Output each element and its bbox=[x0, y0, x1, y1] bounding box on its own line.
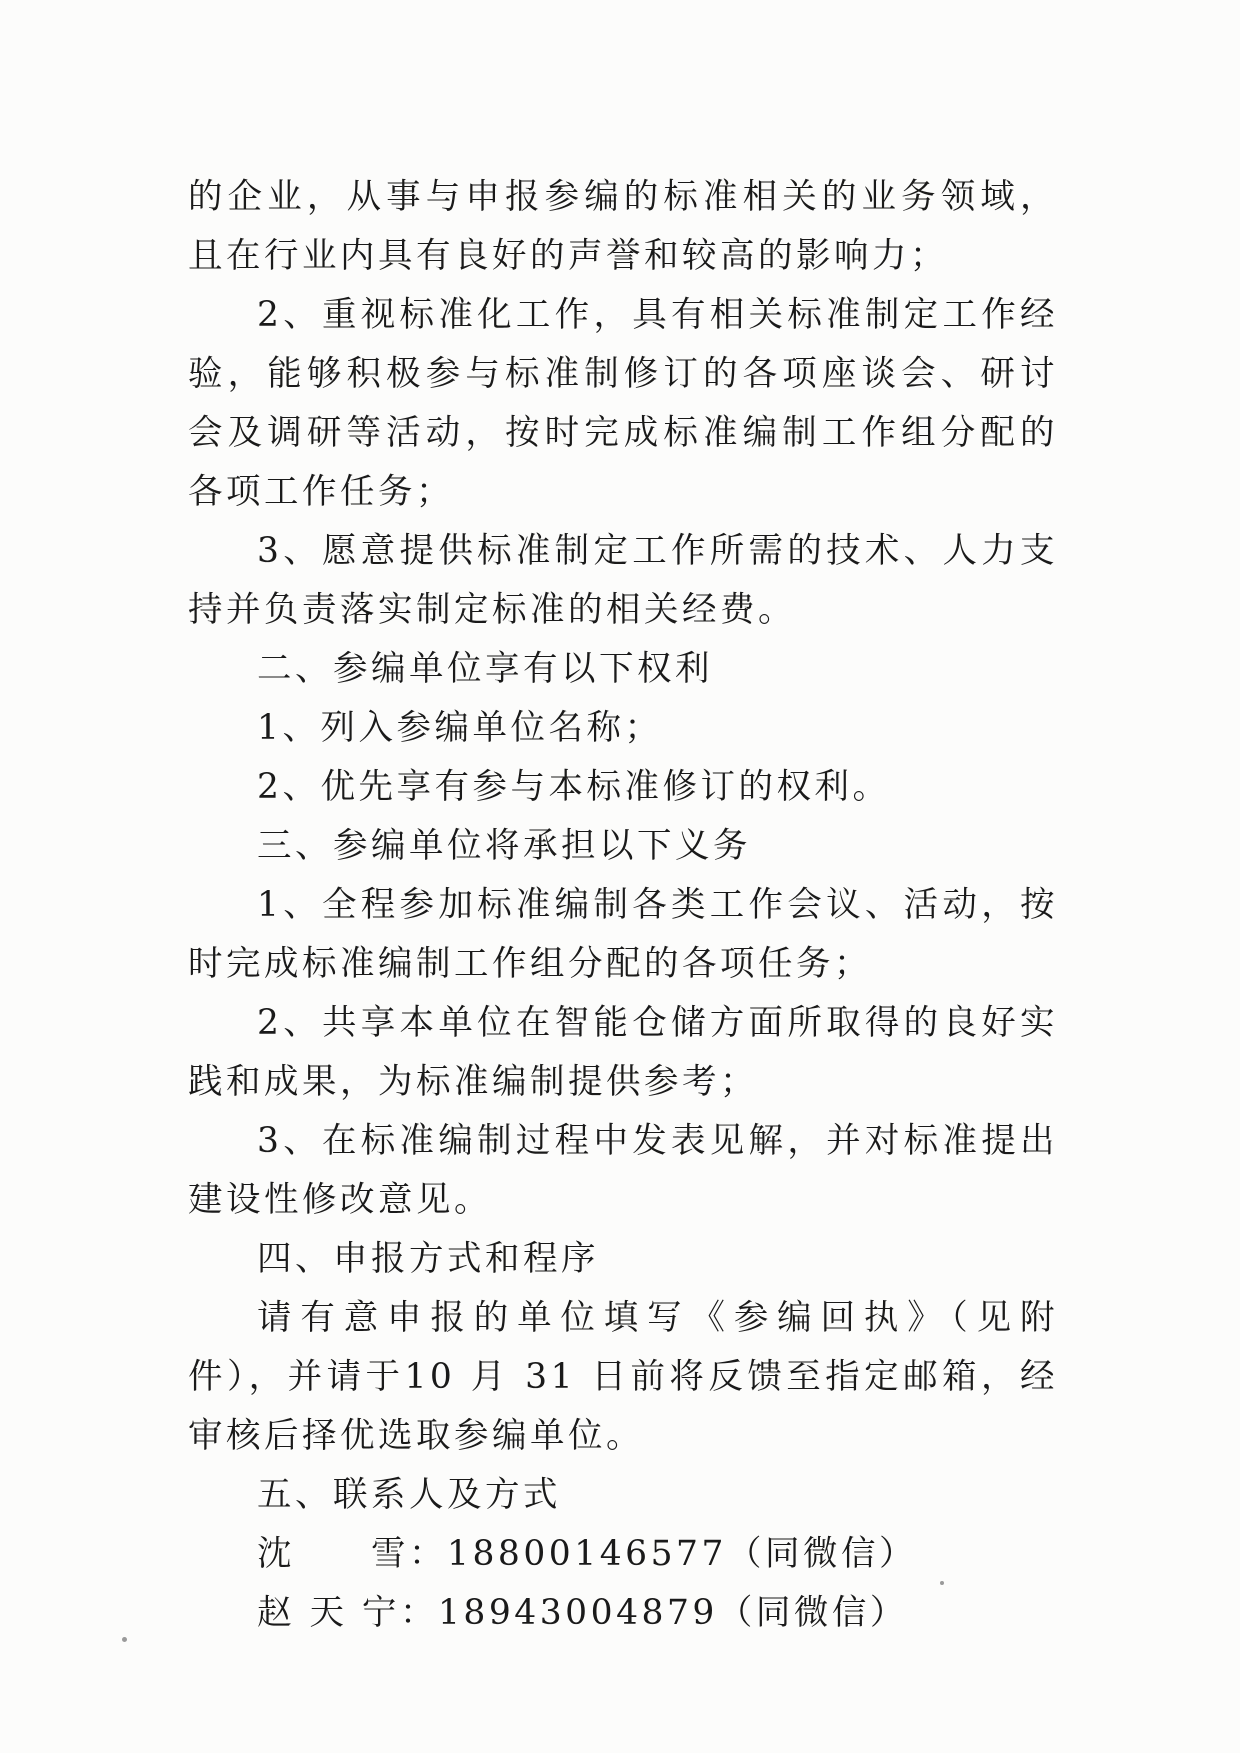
contact-line: 沈 雪：18800146577（同微信） bbox=[257, 1534, 917, 1574]
contact-note: （同微信） bbox=[726, 1534, 917, 1574]
paragraph-obligation-3: 3、在标准编制过程中发表见解，并对标准提出建设性修改意见。 bbox=[188, 1121, 1058, 1220]
paragraph-requirement-3: 3、愿意提供标准制定工作所需的技术、人力支持并负责落实制定标准的相关经费。 bbox=[188, 531, 1058, 630]
document-body bbox=[188, 168, 1058, 1643]
contact-name: 沈 雪 bbox=[257, 1534, 409, 1574]
paragraph-obligation-1: 1、全程参加标准编制各类工作会议、活动，按时完成标准编制工作组分配的各项任务； bbox=[188, 885, 1058, 984]
contact-phone: 18800146577 bbox=[447, 1534, 727, 1574]
contact-line: 赵 天 宁：18943004879（同微信） bbox=[257, 1593, 908, 1633]
paragraph-requirement-2: 2、重视标准化工作，具有相关标准制定工作经验，能够积极参与标准制修订的各项座谈会、研讨会及调研等活动，按时完成标准编制工作组分配的各项工作任务； bbox=[188, 295, 1058, 512]
section-heading-rights: 二、参编单位享有以下权利 bbox=[257, 649, 713, 689]
paragraph-right-1: 1、列入参编单位名称； bbox=[257, 708, 663, 748]
paragraph-right-2: 2、优先享有参与本标准修订的权利。 bbox=[257, 767, 891, 807]
section-heading-contacts: 五、联系人及方式 bbox=[257, 1475, 561, 1515]
scan-speck bbox=[122, 1637, 127, 1642]
paragraph-obligation-2: 2、共享本单位在智能仓储方面所取得的良好实践和成果，为标准编制提供参考； bbox=[188, 1003, 1058, 1102]
section-heading-application: 四、申报方式和程序 bbox=[257, 1239, 599, 1279]
contact-note: （同微信） bbox=[717, 1593, 908, 1633]
paragraph-company-requirements: 的企业，从事与申报参编的标准相关的业务领域，且在行业内具有良好的声誉和较高的影响力； bbox=[188, 177, 1058, 276]
contact-phone: 18943004879 bbox=[437, 1593, 718, 1633]
scan-speck bbox=[940, 1581, 944, 1585]
contact-name: 赵 天 宁 bbox=[257, 1593, 400, 1633]
section-heading-obligations: 三、参编单位将承担以下义务 bbox=[257, 826, 751, 866]
paragraph-application-procedure: 请有意申报的单位填写《参编回执》（见附件），并请于10 月 31 日前将反馈至指定邮箱，经审核后择优选取参编单位。 bbox=[188, 1298, 1058, 1456]
